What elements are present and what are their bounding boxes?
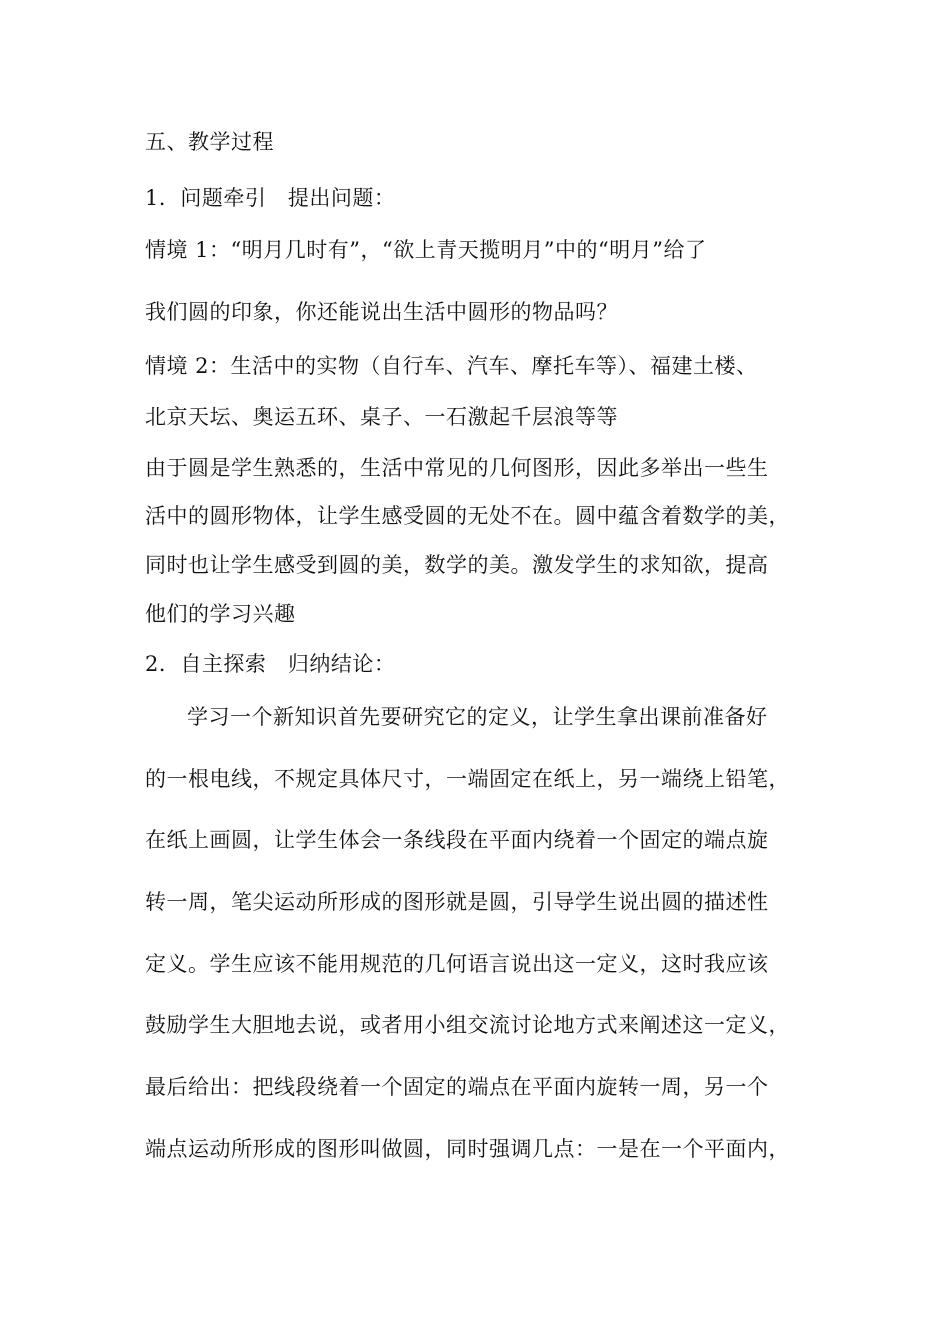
scenario2-line2: 北京天坛、奥运五环、桌子、一石激起千层浪等等 [145,405,618,429]
rationale-line1: 由于圆是学生熟悉的，生活中常见的几何图形，因此多举出一些生 [145,456,769,480]
body-line6: 鼓励学生大胆地去说，或者用小组交流讨论地方式来阐述这一定义， [145,1013,790,1037]
body-line1: 学习一个新知识首先要研究它的定义，让学生拿出课前准备好 [187,705,768,729]
body-line7: 最后给出：把线段绕着一个固定的端点在平面内旋转一周，另一个 [145,1075,769,1099]
scenario1-line1: 情境 1：“明月几时有”，“欲上青天揽明月”中的“明月”给了 [145,238,707,262]
body-line5: 定义。学生应该不能用规范的几何语言说出这一定义，这时我应该 [145,952,769,976]
step2-heading: 2．自主探索 归纳结论： [145,652,396,676]
rationale-line3: 同时也让学生感受到圆的美，数学的美。激发学生的求知欲，提高 [145,553,769,577]
scenario1-line2: 我们圆的印象，你还能说出生活中圆形的物品吗？ [145,300,618,324]
body-line4: 转一周，笔尖运动所形成的图形就是圆，引导学生说出圆的描述性 [145,890,769,914]
body-line8: 端点运动所形成的图形叫做圆，同时强调几点：一是在一个平面内， [145,1137,790,1161]
rationale-line4: 他们的学习兴趣 [145,602,296,626]
section-heading: 五、教学过程 [145,130,274,154]
step1-heading: 1．问题牵引 提出问题： [145,186,396,210]
scenario2-line1: 情境 2：生活中的实物（自行车、汽车、摩托车等）、福建土楼、 [145,354,758,378]
rationale-line2: 活中的圆形物体，让学生感受圆的无处不在。圆中蕴含着数学的美， [145,504,790,528]
body-line3: 在纸上画圆，让学生体会一条线段在平面内绕着一个固定的端点旋 [145,828,769,852]
body-line2: 的一根电线，不规定具体尺寸，一端固定在纸上，另一端绕上铅笔， [145,767,790,791]
